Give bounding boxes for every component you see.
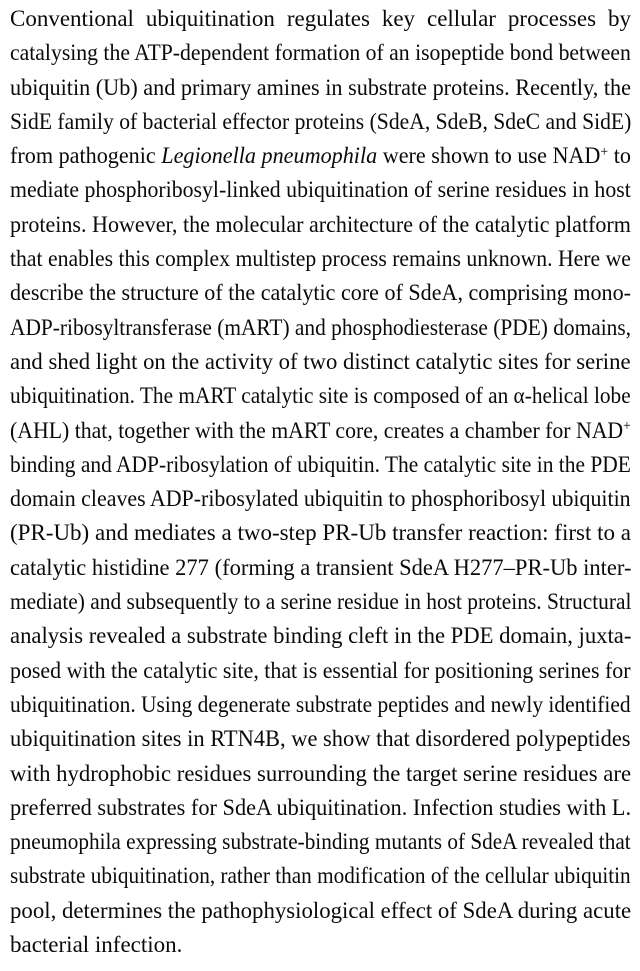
species-name-italic: Legionella pneumophila [161,143,378,169]
text-run: proteins. However, the molecular architecture of the catalytic platform [10,211,631,237]
abstract-line [10,242,631,276]
abstract-line [10,414,631,448]
text-run: with hydrophobic residues surrounding the target serine residues are [10,760,632,786]
text-run: describe the structure of the catalytic core of SdeA, comprising mono- [10,280,631,306]
text-run: catalysing the ATP-dependent formation of an isopeptide bond between [10,40,631,66]
abstract-line [10,173,631,207]
superscript: + [600,144,609,161]
abstract-line [10,894,632,928]
text-run: were shown to use NAD [377,143,601,169]
abstract-line [10,516,631,550]
text-run: ubiquitin (Ub) and primary amines in substrate proteins. Recently, the [10,74,632,100]
abstract-line [10,654,631,688]
text-run: pool, determines the pathophysiological effect of SdeA during acute [10,897,632,923]
superscript: + [623,418,631,435]
abstract-line [10,36,631,70]
text-run: (PR-Ub) and mediates a two-step PR-Ub transfer reaction: first to a [10,520,631,546]
text-run: bacterial infection. [10,932,183,958]
abstract-line [10,379,631,413]
text-run: substrate ubiquitination, rather than modification of the cellular ubiquitin [10,863,631,889]
abstract-line [10,688,631,722]
text-run: ubiquitination sites in RTN4B, we show that disordered polypeptides [10,726,631,752]
text-run: mediate) and subsequently to a serine residue in host proteins. Structural [10,589,632,615]
text-run: preferred substrates for SdeA ubiquitination. Infection studies with L. [10,794,632,820]
text-run: domain cleaves ADP-ribosylated ubiquitin to phosphoribosyl ubiquitin [10,486,631,512]
abstract-line [10,345,631,379]
abstract-line [10,482,631,516]
abstract-line [10,448,631,482]
text-run: pneumophila expressing substrate-binding mutants of SdeA revealed that [10,829,631,855]
text-run: SidE family of bacterial effector proteins (SdeA, SdeB, SdeC and SidE) [10,108,632,134]
abstract-paragraph [10,2,631,962]
text-run: that enables this complex multistep process remains unknown. Here we [10,246,631,272]
abstract-line [10,757,632,791]
abstract-line [10,585,632,619]
text-run: to [608,143,631,169]
abstract-line [10,825,631,859]
abstract-line [10,2,631,36]
abstract-line [10,105,632,139]
abstract-line [10,311,632,345]
abstract-line [10,551,632,585]
text-run: binding and ADP-ribosylation of ubiquitin. The catalytic site in the PDE [10,451,631,477]
text-run: ADP-ribosyltransferase (mART) and phosphodiesterase (PDE) domains, [10,314,632,340]
abstract-line [10,619,632,653]
abstract-line [10,859,631,893]
abstract-line [10,208,631,242]
text-run: (AHL) that, together with the mART core, creates a chamber for NAD [10,417,624,443]
abstract-line [10,791,632,825]
text-run: mediate phosphoribosyl-linked ubiquitination of serine residues in host [10,177,631,203]
abstract-line [10,276,631,310]
text-run: analysis revealed a substrate binding cleft in the PDE domain, juxta- [10,623,632,649]
abstract-line [10,928,631,962]
abstract-line [10,71,632,105]
text-run: ubiquitination. Using degenerate substrate peptides and newly identified [10,691,631,717]
text-run: ubiquitination. The mART catalytic site is composed of an α-helical lobe [10,383,631,409]
text-run: and shed light on the activity of two distinct catalytic sites for serine [10,348,631,374]
abstract-line [10,722,631,756]
text-run: from pathogenic [10,143,162,169]
text-run: posed with the catalytic site, that is essential for positioning serines for [10,657,631,683]
abstract-line [10,139,631,173]
text-run: Conventional ubiquitination regulates key cellular processes by [10,6,631,31]
text-run: catalytic histidine 277 (forming a transient SdeA H277–PR-Ub inter- [10,554,632,580]
